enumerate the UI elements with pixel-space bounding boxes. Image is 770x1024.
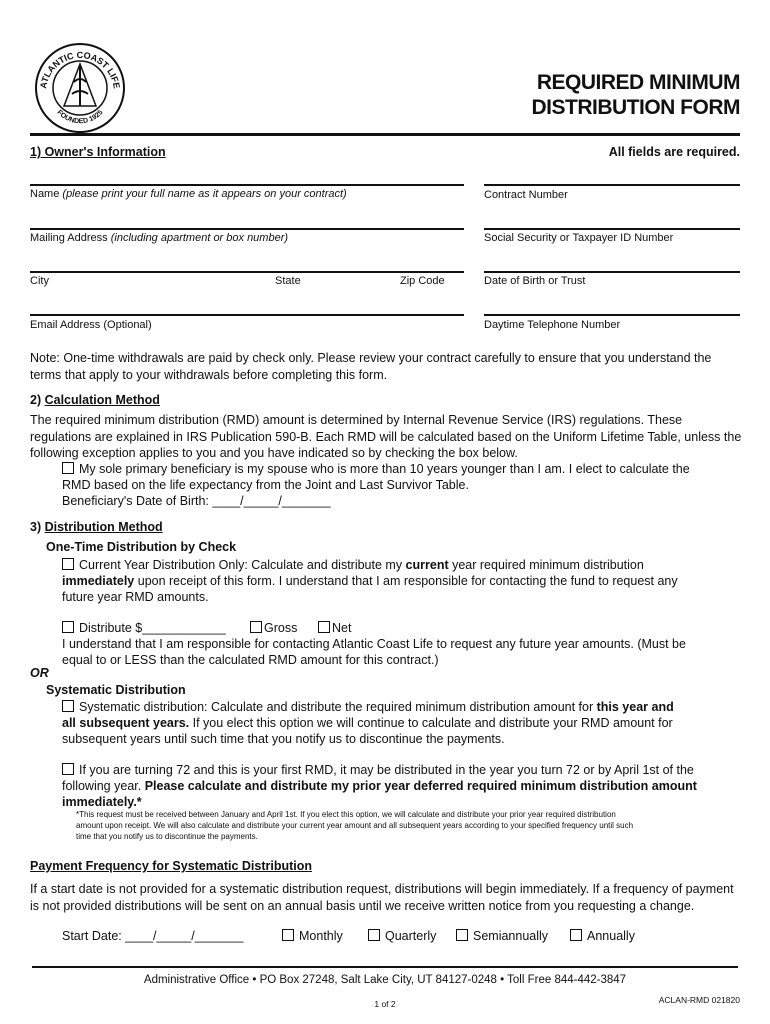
- email-field[interactable]: [30, 314, 464, 316]
- or-label: OR: [30, 666, 49, 680]
- net-checkbox[interactable]: [318, 621, 330, 633]
- phone-field[interactable]: [484, 314, 740, 316]
- withdrawal-note: Note: One-time withdrawals are paid by check only. Please review your contract carefully to ensure that you understand the terms that apply to your withdrawals before completing this form.: [30, 351, 712, 382]
- svg-text:FOUNDED 1925: [55, 109, 104, 125]
- net-option: Net: [318, 620, 351, 637]
- footnote-line1: *This request must be received between January and April 1st. If you elect this option, we will calculate and distribute your prior year required distribution: [76, 810, 616, 819]
- header-rule: [30, 133, 740, 136]
- ssn-field[interactable]: [484, 228, 740, 230]
- section1-heading: 1) Owner's Information: [30, 145, 166, 159]
- footer-rule: [32, 966, 738, 968]
- ssn-label: Social Security or Taxpayer ID Number: [484, 232, 674, 244]
- turning-72-checkbox[interactable]: [62, 763, 74, 775]
- logo-top-text: ATLANTIC COAST LIFE: [38, 49, 122, 90]
- required-note: All fields are required.: [608, 145, 740, 159]
- city-state-zip-field[interactable]: [30, 271, 464, 273]
- distribute-note: I understand that I am responsible for contacting Atlantic Coast Life to request any future year amounts. (Must be: [62, 637, 686, 651]
- current-year-line3: future year RMD amounts.: [62, 590, 209, 604]
- distribute-note-line2: equal to or LESS than the calculated RMD amount for this contract.): [62, 653, 439, 667]
- page-number: 1 of 2: [374, 999, 396, 1009]
- dob-label: Date of Birth or Trust: [484, 275, 586, 287]
- footnote-line2: amount upon receipt. We will also calculate and distribute your current year amount and all subsequent years according to your specified frequency until such: [76, 821, 634, 830]
- quarterly-option: Quarterly: [368, 928, 436, 945]
- name-label: Name (please print your full name as it appears on your contract): [30, 188, 347, 200]
- form-title-line1: REQUIRED MINIMUM: [536, 71, 740, 94]
- distribute-amount[interactable]: Distribute $____________: [79, 621, 226, 635]
- form-title-line2: DISTRIBUTION FORM: [531, 96, 740, 119]
- distribute-checkbox[interactable]: [62, 621, 74, 633]
- contract-number-label: Contract Number: [484, 189, 568, 201]
- payment-frequency-heading: Payment Frequency for Systematic Distribution: [30, 859, 313, 873]
- section2-heading: 2) Calculation Method: [30, 393, 160, 407]
- administrative-office: Administrative Office • PO Box 27248, Salt Lake City, UT 84127-0248 • Toll Free 844-442-3847: [143, 974, 627, 986]
- monthly-option: Monthly: [282, 928, 343, 945]
- city-label: City: [30, 275, 49, 287]
- current-year-option: Current Year Distribution Only: Calculate and distribute my current year required minimum distribution: [62, 557, 752, 574]
- annually-checkbox[interactable]: [570, 929, 582, 941]
- state-label: State: [275, 275, 301, 287]
- systematic-line2: all subsequent years. If you elect this option we will continue to calculate and distribute your RMD amount for: [62, 716, 673, 730]
- payment-frequency-text: If a start date is not provided for a systematic distribution request, distributions will begin immediately. If a frequency of payment is not provided distributions will be sent on an annual basis until we receive written notice from you requesting a change.: [30, 882, 734, 913]
- spouse-option-continued: RMD based on the life expectancy from the Joint and Last Survivor Table.: [62, 478, 469, 492]
- start-date[interactable]: Start Date: ____/_____/_______: [62, 929, 244, 943]
- form-code: ACLAN-RMD 021820: [658, 995, 740, 1005]
- monthly-checkbox[interactable]: [282, 929, 294, 941]
- svg-text:ATLANTIC COAST LIFE: [38, 50, 122, 89]
- address-label: Mailing Address (including apartment or box number): [30, 232, 289, 244]
- phone-label: Daytime Telephone Number: [484, 319, 621, 331]
- address-hint: (including apartment or box number): [110, 232, 289, 244]
- form-title: [532, 70, 740, 120]
- contract-number-field[interactable]: [484, 184, 740, 186]
- semiannually-option: Semiannually: [456, 928, 548, 945]
- name-field[interactable]: [30, 184, 464, 186]
- zip-label: Zip Code: [400, 275, 445, 287]
- logo-bottom-text: FOUNDED 1925: [55, 109, 105, 126]
- calculation-method-text: The required minimum distribution (RMD) amount is determined by Internal Revenue Service (IRS) regulations. These regulations are explained in IRS Publication 590-B. Each RMD will be calculated based on the Uniform Lifetime Table, unless the following exception applies to you and you have indicated so by checking the box below.: [30, 413, 742, 460]
- semiannually-checkbox[interactable]: [456, 929, 468, 941]
- systematic-option: Systematic distribution: Calculate and distribute the required minimum distribution amount for this year and: [62, 699, 752, 716]
- name-hint: (please print your full name as it appears on your contract): [62, 188, 347, 200]
- company-logo: [34, 42, 126, 134]
- beneficiary-dob[interactable]: Beneficiary's Date of Birth: ____/_____/_______: [62, 494, 331, 508]
- turning-72-line2: following year. Please calculate and distribute my prior year deferred required minimum distribution amount: [62, 779, 697, 793]
- spouse-option: My sole primary beneficiary is my spouse who is more than 10 years younger than I am. I elect to calculate the: [62, 461, 752, 478]
- mailing-address-field[interactable]: [30, 228, 464, 230]
- current-year-line2: immediately upon receipt of this form. I understand that I am responsible for contacting the fund to request any: [62, 574, 678, 588]
- turning-72-line3: immediately.*: [62, 795, 142, 809]
- annually-option: Annually: [570, 928, 635, 945]
- systematic-line3: subsequent years until such time that you notify us to discontinue the payments.: [62, 732, 505, 746]
- current-year-checkbox[interactable]: [62, 558, 74, 570]
- systematic-checkbox[interactable]: [62, 700, 74, 712]
- section3-heading: 3) Distribution Method: [30, 520, 163, 534]
- systematic-heading: Systematic Distribution: [46, 683, 186, 697]
- email-label: Email Address (Optional): [30, 319, 152, 331]
- one-time-heading: One-Time Distribution by Check: [46, 540, 237, 554]
- gross-option: Gross: [250, 620, 297, 637]
- footnote-line3: time that you notify us to discontinue the payments.: [76, 832, 258, 841]
- quarterly-checkbox[interactable]: [368, 929, 380, 941]
- dob-field[interactable]: [484, 271, 740, 273]
- turning-72-option: If you are turning 72 and this is your first RMD, it may be distributed in the year you turn 72 or by April 1st of the: [62, 762, 752, 779]
- gross-checkbox[interactable]: [250, 621, 262, 633]
- spouse-option-checkbox[interactable]: [62, 462, 74, 474]
